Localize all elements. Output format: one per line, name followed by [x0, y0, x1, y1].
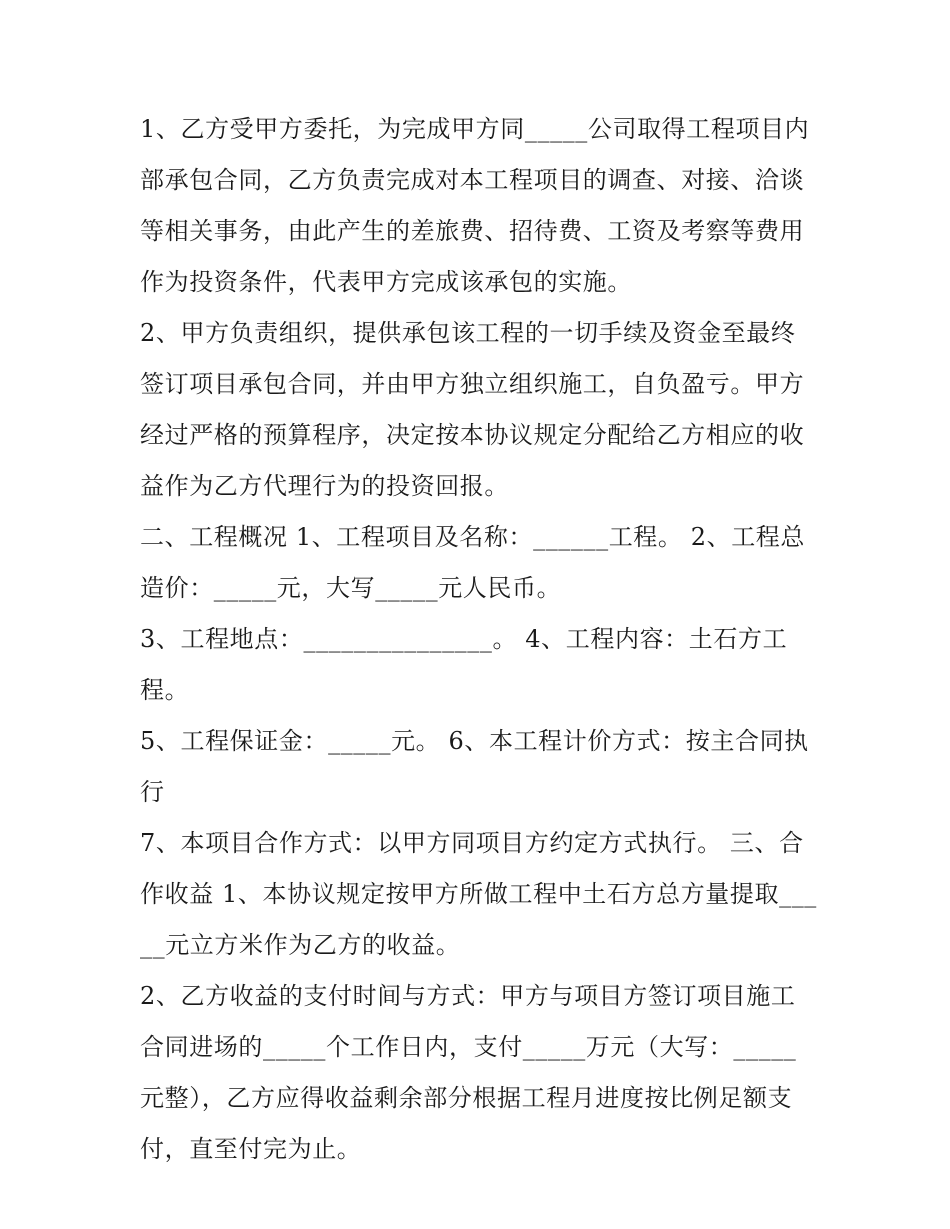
paragraph-5: 5、工程保证金：_____元。 6、本工程计价方式：按主合同执行 — [140, 727, 809, 806]
paragraph-6: 7、本项目合作方式：以甲方同项目方约定方式执行。 三、合作收益 1、本协议规定按甲方所做工程中土石方总方量提取_____元立方米作为乙方的收益。 — [140, 829, 817, 959]
document-body — [140, 104, 820, 1175]
paragraph-2: 2、甲方负责组织，提供承包该工程的一切手续及资金至最终签订项目承包合同，并由甲方独立组织施工，自负盈亏。甲方经过严格的预算程序，决定按本协议规定分配给乙方相应的收益作为乙方代理行为的投资回报。 — [140, 319, 805, 500]
paragraph-7: 2、乙方收益的支付时间与方式：甲方与项目方签订项目施工合同进场的_____个工作日内，支付_____万元（大写：_____元整），乙方应得收益剩余部分根据工程月进度按比例足额支付，直至付完为止。 — [140, 982, 797, 1163]
paragraph-3: 二、工程概况 1、工程项目及名称：______工程。 2、工程总造价：_____元，大写_____元人民币。 — [140, 523, 805, 602]
paragraph-1: 1、乙方受甲方委托，为完成甲方同_____公司取得工程项目内部承包合同，乙方负责完成对本工程项目的调查、对接、洽谈等相关事务，由此产生的差旅费、招待费、工资及考察等费用作为投资条件，代表甲方完成该承包的实施。 — [140, 115, 810, 296]
paragraph-4: 3、工程地点：_______________。 4、工程内容：土石方工程。 — [140, 625, 788, 704]
